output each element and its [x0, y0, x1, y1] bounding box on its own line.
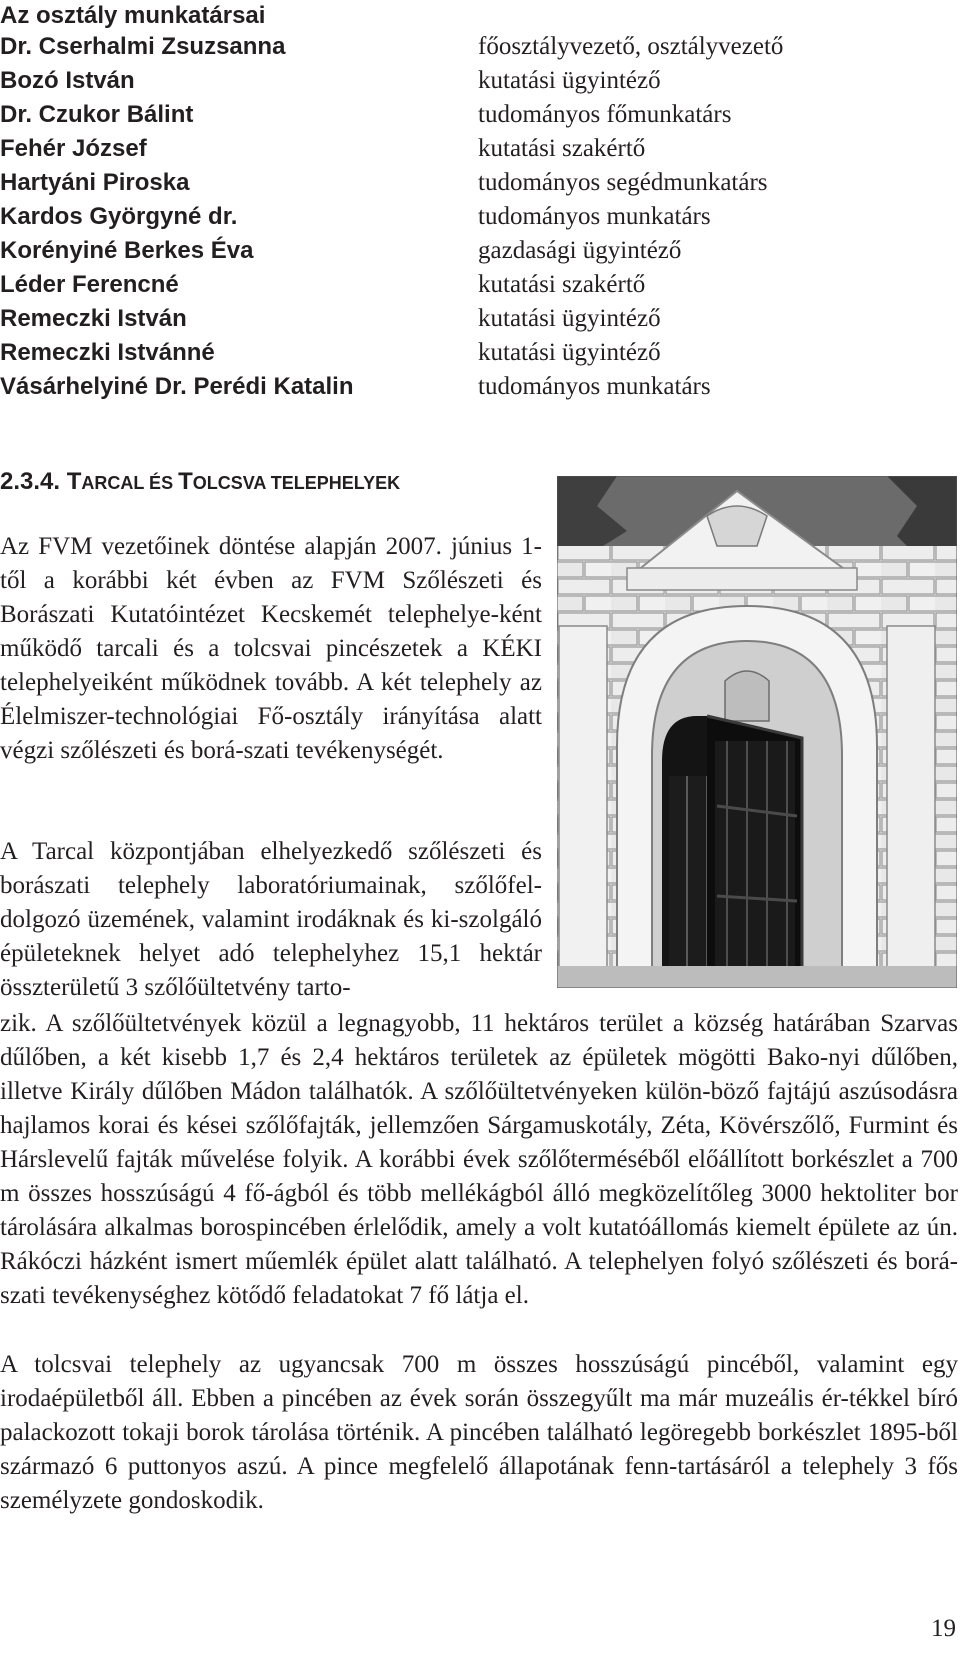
staff-name: Hartyáni Piroska — [0, 169, 190, 196]
paragraph-tolcsva: A tolcsvai telephely az ugyancsak 700 m összes hosszúságú pincéből, valamint egy irodaépületből áll. Ebben a pincében az évek során összegyűlt ma már muzeális ér-tékkel bíró palackozott tokaji borok tárolása történik. A pincében található legöregebb borkészlet 1895-ből származó 6 puttonyos aszú. A pince megfelelő állapotának fenn-tartásáról a telephely 3 fős személyzete gondoskodik. — [0, 1351, 958, 1514]
staff-row — [0, 304, 960, 338]
staff-name: Korényiné Berkes Éva — [0, 237, 254, 264]
staff-name: Dr. Cserhalmi Zsuzsanna — [0, 33, 286, 60]
staff-row — [0, 202, 960, 236]
staff-name: Remeczki Istvánné — [0, 339, 215, 366]
staff-row — [0, 236, 960, 270]
staff-role: kutatási ügyintéző — [478, 339, 661, 366]
staff-row — [0, 32, 960, 66]
staff-name: Dr. Czukor Bálint — [0, 101, 194, 128]
staff-row — [0, 134, 960, 168]
staff-role: kutatási szakértő — [478, 135, 646, 162]
staff-row — [0, 168, 960, 202]
staff-name: Vásárhelyiné Dr. Perédi Katalin — [0, 373, 354, 400]
staff-name: Remeczki István — [0, 305, 187, 332]
section-title — [0, 466, 400, 499]
section-number: 2.3.4. — [0, 468, 61, 495]
staff-role: tudományos főmunkatárs — [478, 101, 732, 128]
staff-row — [0, 100, 960, 134]
staff-role: kutatási ügyintéző — [478, 67, 661, 94]
paragraph-tarcal: A Tarcal központjában elhelyezkedő szőlészeti és borászati telephely laboratóriumainak, szőlőfel-dolgozó üzemének, valamint irodáknak és ki-szolgáló épületeknek helyet adó telephelyhez 15,1 hektár összterületű 3 szőlőültetvény tarto- — [0, 838, 542, 1001]
cellar-gate-photo — [557, 476, 957, 988]
staff-row — [0, 338, 960, 372]
staff-role: tudományos segédmunkatárs — [478, 169, 768, 196]
staff-role: főosztályvezető, osztályvezető — [478, 33, 784, 60]
paragraph-tarcal-continued: zik. A szőlőültetvények közül a legnagyobb, 11 hektáros terület a község határában Szarvas dűlőben, a két kisebb 1,7 és 2,4 hektáros területek az épületek mögötti Bako-nyi dűlőben, illetve Király dűlőben Mádon találhatók. A szőlőültetvényeken külön-böző fajtájú aszúsodásra hajlamos korai és kései szőlőfajták, jellemzően Sárgamuskotály, Zéta, Kövérszőlő, Furmint és Hárslevelű fajták művelése folyik. A korábbi évek szőlőterméséből előállított borkészlet a 700 m összes hosszúságú 4 fő-ágból és több mellékágból álló megközelítőleg 3000 hektoliter bor tárolására alkalmas borospincében érlelődik, amely a volt kutatóállomás kiemelt épülete az ún. Rákóczi házként ismert műemlék épület alatt található. A telephelyen folyó szőlészeti és borá-szati tevékenységhez kötődő feladatokat 7 fő látja el. — [0, 1010, 958, 1309]
staff-row — [0, 66, 960, 100]
staff-role: tudományos munkatárs — [478, 373, 711, 400]
staff-row — [0, 372, 960, 406]
staff-role: kutatási szakértő — [478, 271, 646, 298]
page-number: 19 — [931, 1615, 956, 1642]
staff-name: Bozó István — [0, 67, 135, 94]
staff-row — [0, 270, 960, 304]
staff-name: Kardos Györgyné dr. — [0, 203, 238, 230]
staff-role: gazdasági ügyintéző — [478, 237, 682, 264]
staff-name: Fehér József — [0, 135, 147, 162]
staff-role: tudományos munkatárs — [478, 203, 711, 230]
staff-heading: Az osztály munkatársai — [0, 2, 266, 29]
paragraph-intro: Az FVM vezetőinek döntése alapján 2007. június 1-től a korábbi két évben az FVM Szőlészeti és Borászati Kutatóintézet Kecskemét telephelye-ként működő tarcali és a tolcsvai pincészetek a KÉKI telephelyeiként működnek tovább. A két telephely az Élelmiszer-technológiai Fő-osztály irányítása alatt végzi szőlészeti és borá-szati tevékenységét. — [0, 533, 542, 764]
staff-name: Léder Ferencné — [0, 271, 179, 298]
staff-table — [0, 32, 960, 406]
staff-role: kutatási ügyintéző — [478, 305, 661, 332]
section-title-text: TARCAL ÉS TOLCSVA TELEPHELYEK — [66, 468, 401, 495]
